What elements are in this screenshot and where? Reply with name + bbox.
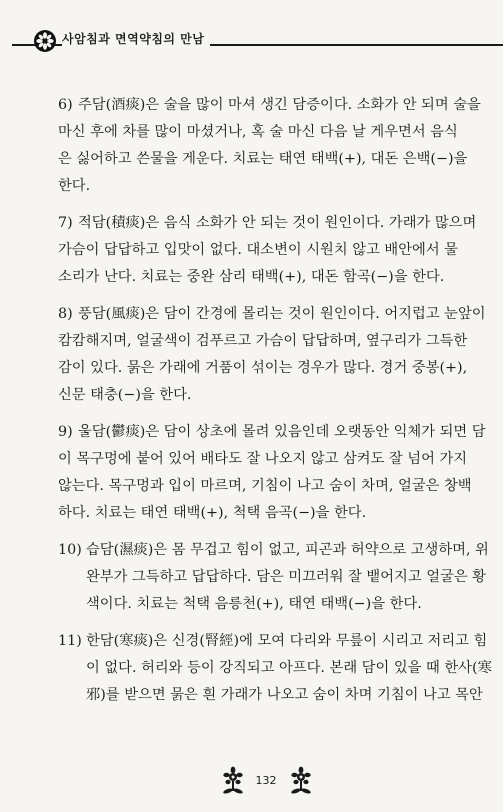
page-number: 132: [255, 774, 277, 787]
text-line: 邪)를 받으면 묽은 흰 가래가 나오고 숨이 차며 기침이 나고 목안: [86, 687, 483, 703]
flower-ornament-icon: [218, 766, 248, 796]
page-footer: [0, 760, 503, 800]
list-item: [58, 210, 488, 291]
text-line: 이 목구멍에 붙어 있어 배타도 잘 나오지 않고 삼켜도 잘 넘어 가지: [58, 451, 468, 467]
flower-ornament-icon: [34, 30, 56, 52]
text-line: 은 싫어하고 쓴물을 게운다. 치료는 태연 태백(+), 대돈 은백(−)을: [58, 151, 468, 167]
text-line: 한다.: [58, 178, 91, 194]
item-number: 8): [58, 306, 73, 322]
list-item: [58, 301, 488, 409]
text-line: 마신 후에 차를 많이 마셨거나, 혹 술 마신 다음 날 게우면서 음식: [58, 124, 458, 140]
flower-ornament-icon: [286, 766, 316, 796]
text-line: 풍담(風痰)은 담이 간경에 몰리는 것이 원인이다. 어지럽고 눈앞이: [78, 306, 486, 322]
text-line: 이 없다. 허리와 등이 강직되고 아프다. 본래 담이 있을 때 한사(寒: [86, 660, 492, 676]
text-line: 가슴이 답답하고 입맛이 없다. 대소변이 시원치 않고 배안에서 물: [58, 242, 458, 258]
text-line: 주담(酒痰)은 술을 많이 마셔 생긴 담증이다. 소화가 안 되며 술을: [78, 97, 481, 113]
list-item: [58, 92, 488, 200]
text-line: 캄캄해지며, 얼굴색이 검푸르고 가슴이 답답하며, 옆구리가 그득한: [58, 333, 468, 349]
header-title: 사암침과 면역약침의 만남: [62, 30, 210, 47]
running-header: [0, 24, 503, 54]
text-line: 색이다. 치료는 척택 음릉천(+), 태연 태백(−)을 한다.: [86, 596, 422, 612]
text-line: 적담(積痰)은 음식 소화가 안 되는 것이 원인이다. 가래가 많으며: [78, 215, 477, 231]
item-number: 9): [58, 424, 73, 440]
item-number: 11): [58, 633, 82, 649]
list-item: [58, 628, 492, 709]
list-item: [58, 419, 488, 527]
item-number: 7): [58, 215, 73, 231]
body-text: [58, 92, 492, 719]
text-line: 완부가 그득하고 답답하다. 담은 미끄러워 잘 뱉어지고 얼굴은 황: [86, 569, 486, 585]
text-line: 한담(寒痰)은 신경(腎經)에 모여 다리와 무릎이 시리고 저리고 힘: [86, 633, 488, 649]
text-line: 신문 태충(−)을 한다.: [58, 387, 192, 403]
text-line: 않는다. 목구멍과 입이 마르며, 기침이 나고 숨이 차며, 얼굴은 창백: [58, 478, 472, 494]
list-item: [58, 537, 488, 618]
text-line: 감이 있다. 묽은 가래에 거품이 섞이는 경우가 많다. 경거 중봉(+),: [58, 360, 468, 376]
text-line: 소리가 난다. 치료는 중완 삼리 태백(+), 대돈 함곡(−)을 한다.: [58, 269, 445, 285]
text-line: 하다. 치료는 태연 태백(+), 척택 음곡(−)을 한다.: [58, 505, 367, 521]
text-line: 울담(鬱痰)은 담이 상초에 몰려 있음인데 오랫동안 익체가 되면 담: [78, 424, 486, 440]
item-number: 6): [58, 97, 73, 113]
text-line: 습담(濕痰)은 몸 무겁고 힘이 없고, 피곤과 허약으로 고생하며, 위: [86, 542, 489, 558]
item-number: 10): [58, 542, 82, 558]
